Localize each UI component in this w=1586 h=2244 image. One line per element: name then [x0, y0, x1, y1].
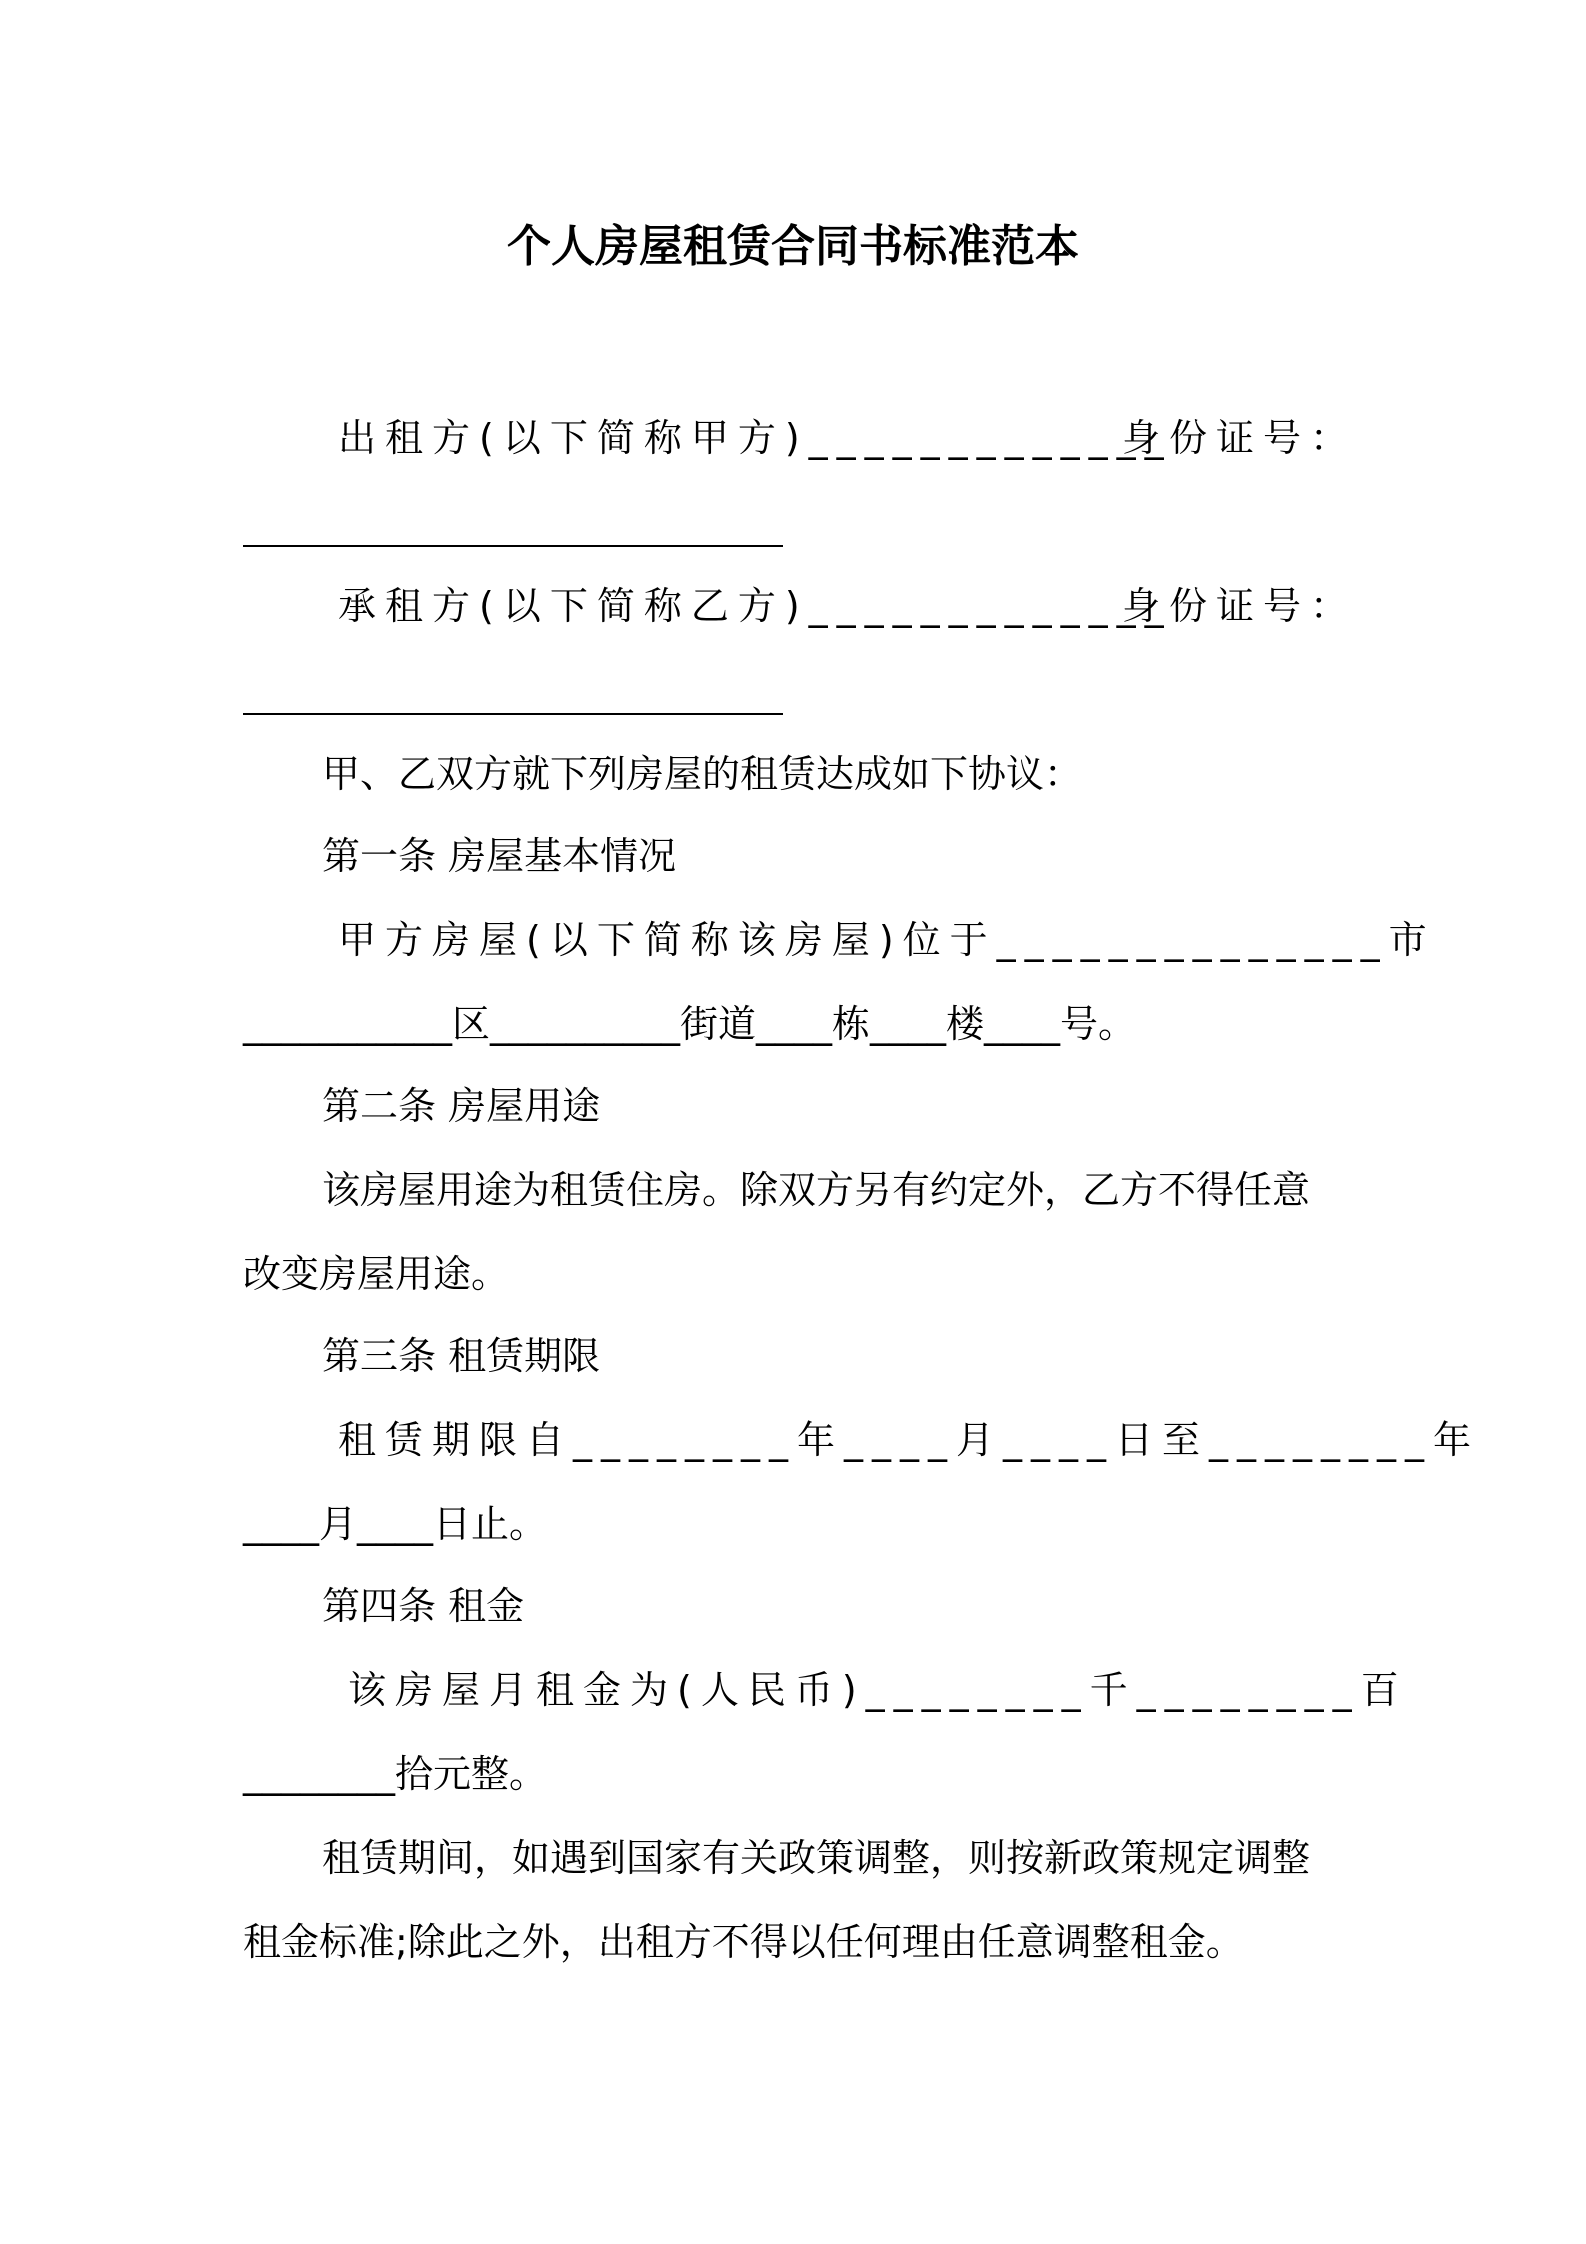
article-3-line-2: ____月____日止。	[243, 1502, 548, 1546]
article-2-line-2: 改变房屋用途。	[243, 1252, 510, 1296]
article-4-line-1: 该房屋月租金为(人民币)________千________百	[348, 1668, 1408, 1712]
lessee-id-blank	[243, 713, 783, 715]
lessor-id-blank	[243, 545, 783, 547]
article-3-heading: 第三条 租赁期限	[322, 1334, 601, 1378]
article-3-line-1: 租赁期限自________年____月____日至________年	[338, 1418, 1481, 1462]
lessor-id-label: 身份证号：	[1122, 416, 1358, 460]
article-1-line-1: 甲方房屋(以下简称该房屋)位于______________市	[338, 918, 1436, 962]
lessee-line: 承租方(以下简称乙方)_____________	[338, 584, 1173, 628]
article-2-heading: 第二条 房屋用途	[322, 1084, 601, 1128]
lessor-line: 出租方(以下简称甲方)_____________	[338, 416, 1173, 460]
article-2-line-1: 该房屋用途为租赁住房。除双方另有约定外，乙方不得任意	[322, 1168, 1311, 1212]
document-title: 个人房屋租赁合同书标准范本	[507, 221, 1079, 272]
agreement-intro: 甲、乙双方就下列房屋的租赁达成如下协议：	[322, 752, 1083, 796]
article-4-heading: 第四条 租金	[322, 1584, 525, 1628]
lessee-id-label: 身份证号：	[1122, 584, 1358, 628]
rent-adjustment-line-2: 租金标准;除此之外，出租方不得以任何理由任意调整租金。	[243, 1920, 1244, 1964]
article-4-line-2: ________拾元整。	[243, 1752, 548, 1796]
article-1-heading: 第一条 房屋基本情况	[322, 834, 677, 878]
article-1-line-2: ___________区__________街道____栋____楼____号。	[243, 1002, 1137, 1046]
rent-adjustment-line-1: 租赁期间，如遇到国家有关政策调整，则按新政策规定调整	[322, 1836, 1311, 1880]
